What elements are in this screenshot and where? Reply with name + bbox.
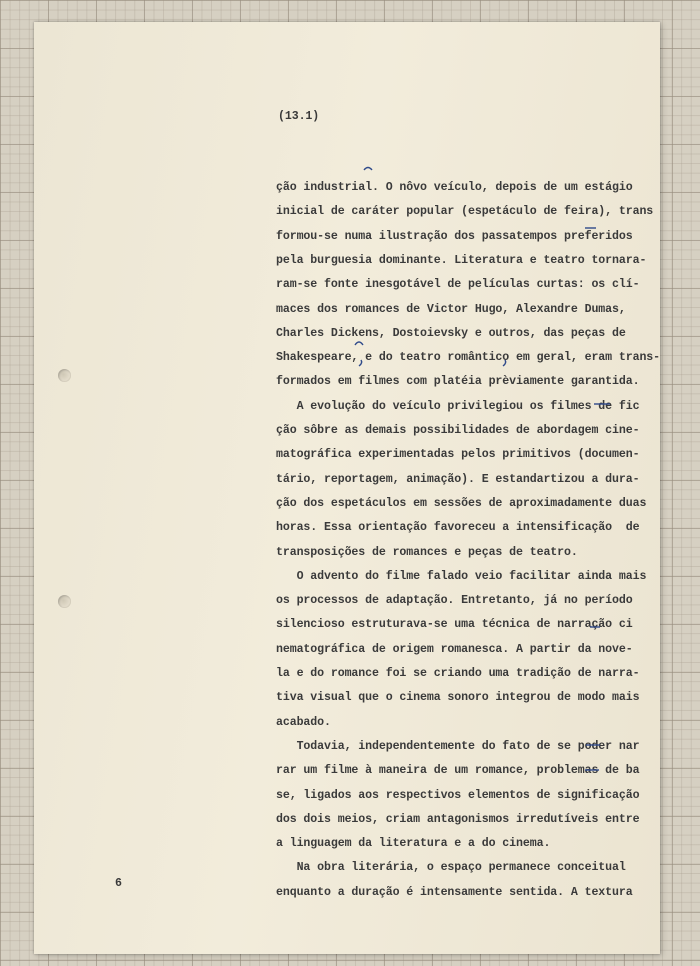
text-line: horas. Essa orientação favoreceu a intensificação de [276, 521, 640, 535]
handwritten-corrections [34, 22, 660, 954]
text-line: tiva visual que o cinema sonoro integrou de modo mais [276, 691, 640, 705]
circumflex-mark-novo [364, 168, 372, 171]
comma-mark-shakespeare [359, 360, 362, 366]
page-number: 6 [115, 877, 122, 890]
text-line: Charles Dickens, Dostoievsky e outros, das peças de [276, 326, 626, 340]
text-line: silencioso estruturava-se uma técnica de narração ci [276, 618, 633, 632]
text-line: os processos de adaptação. Entretanto, já no período [276, 594, 633, 608]
text-line: Na obra literária, o espaço permanece conceitual [276, 861, 626, 875]
text-line: nematográfica de origem romanesca. A partir da nove- [276, 642, 633, 656]
text-line: formados em filmes com platéia prèviamente garantida. [276, 375, 640, 389]
typewritten-page [34, 22, 660, 954]
text-line: formou-se numa ilustração dos passatempos preferidos [276, 229, 633, 243]
text-line: O advento do filme falado veio facilitar ainda mais [276, 569, 647, 583]
text-line: inicial de caráter popular (espetáculo de feira), trans [276, 205, 654, 219]
text-line: la e do romance foi se criando uma tradição de narra- [276, 667, 640, 680]
circumflex-mark-shakespeare [355, 342, 363, 345]
text-line: dos dois meios, criam antagonismos irredutíveis entre [276, 812, 640, 826]
page-reference: (13.1) [278, 110, 320, 123]
text-line: acabado. [276, 715, 331, 729]
text-line: Shakespeare, e do teatro romântico em geral, eram trans- [276, 351, 661, 365]
text-line: matográfica experimentadas pelos primitivos (documen- [276, 448, 640, 462]
text-line: ram-se fonte inesgotável de películas curtas: os clí- [276, 278, 640, 292]
text-line: ção sôbre as demais possibilidades de abordagem cine- [276, 424, 640, 437]
text-line: pela burguesia dominante. Literatura e teatro tornara- [276, 253, 647, 267]
text-line: rar um filme à maneira de um romance, problemas de ba [276, 764, 640, 778]
text-line: A evolução do veículo privilegiou os filmes de fic [276, 399, 640, 413]
text-line: ção industrial. O nôvo veículo, depois de um estágio [276, 181, 633, 194]
text-line: maces dos romances de Victor Hugo, Alexandre Dumas, [276, 302, 626, 316]
text-line: enquanto a duração é intensamente sentida. A textura [276, 885, 633, 899]
text-line: se, ligados aos respectivos elementos de significação [276, 788, 640, 802]
text-line: tário, reportagem, animação). E estandartizou a dura- [276, 472, 640, 486]
text-line: Todavia, independentemente do fato de se poder nar [276, 739, 640, 753]
text-line: transposições de romances e peças de teatro. [276, 545, 578, 559]
comma-mark-geral [503, 360, 506, 366]
text-line: ção dos espetáculos em sessões de aproximadamente duas [276, 496, 647, 510]
text-line: a linguagem da literatura e a do cinema. [276, 837, 551, 851]
